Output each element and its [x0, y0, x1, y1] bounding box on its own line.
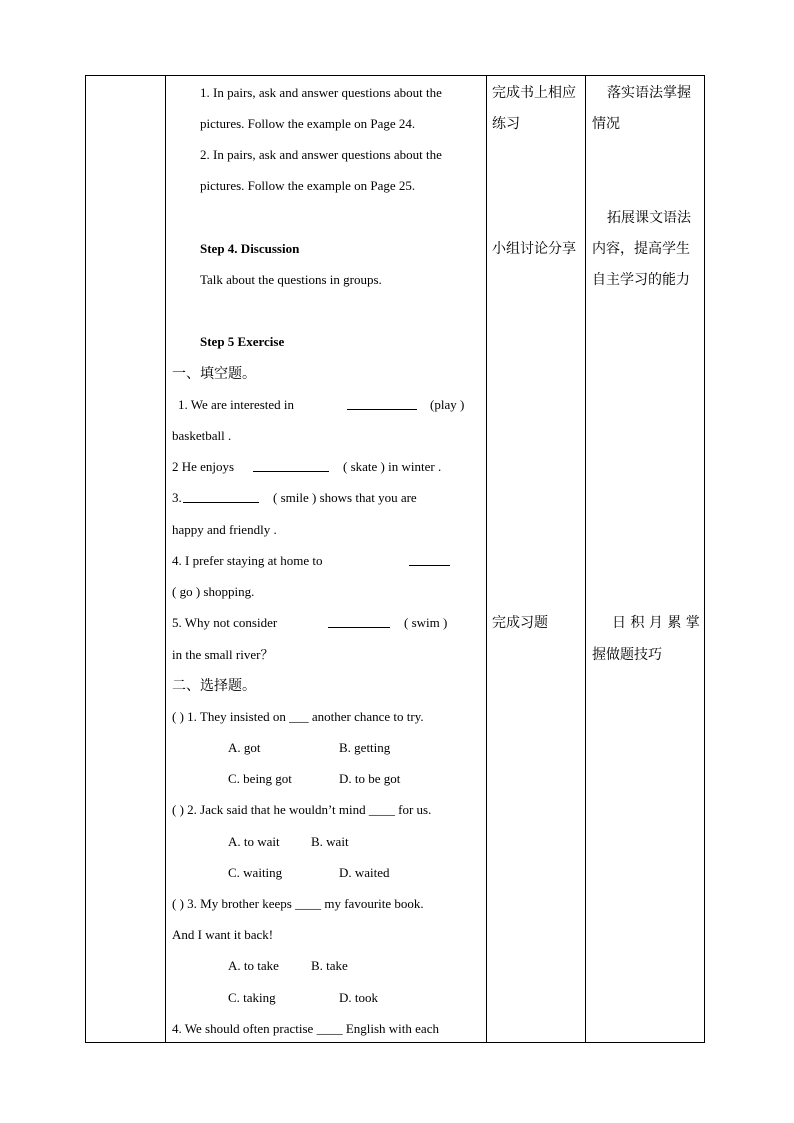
choice-q3: ( ) 3. My brother keeps ____ my favourite book. — [172, 896, 424, 911]
fill-q2-blank[interactable] — [253, 459, 329, 472]
choice-q3-cont: And I want it back! — [172, 927, 274, 942]
choice-q2-option-c[interactable]: C. waiting — [228, 865, 283, 880]
intent-2-line-1: 拓展课文语法 — [607, 210, 691, 226]
choice-q4: 4. We should often practise ____ English with each — [172, 1021, 439, 1036]
intent-1-line-2: 情况 — [592, 116, 620, 132]
fill-q4-blank[interactable] — [409, 553, 450, 566]
fill-q5-text: 5. Why not consider — [172, 615, 278, 630]
intent-2-line-3: 自主学习的能力 — [592, 272, 690, 288]
task-1-line-1: 1. In pairs, ask and answer questions about the — [200, 85, 442, 100]
choice-q1-option-b[interactable]: B. getting — [339, 740, 391, 755]
step-5-title: Step 5 Exercise — [200, 334, 285, 349]
choice-q3-option-b[interactable]: B. take — [311, 958, 348, 973]
choice-heading: 二、选择题。 — [172, 678, 256, 694]
choice-q3-option-a[interactable]: A. to take — [228, 958, 279, 973]
step-4-text: Talk about the questions in groups. — [200, 272, 382, 287]
fill-q3-blank[interactable] — [183, 490, 259, 503]
fill-q3-hint: ( smile ) shows that you are — [273, 490, 417, 505]
fill-q5-hint: ( swim ) — [404, 615, 448, 630]
step-4-title: Step 4. Discussion — [200, 241, 300, 256]
fill-q4-text: 4. I prefer staying at home to — [172, 553, 323, 568]
intent-2-line-2: 内容，提高学生 — [592, 241, 690, 257]
task-1-line-2: pictures. Follow the example on Page 24. — [200, 116, 416, 131]
intent-3-line-1: 日 积 月 累 掌 — [612, 615, 700, 631]
choice-q1-option-d[interactable]: D. to be got — [339, 771, 401, 786]
intent-3-line-2: 握做题技巧 — [592, 647, 662, 663]
fill-q2-hint: ( skate ) in winter . — [343, 459, 442, 474]
column-divider — [486, 76, 487, 1042]
fill-q1-blank[interactable] — [347, 397, 417, 410]
choice-q3-option-d[interactable]: D. took — [339, 990, 378, 1005]
column-divider — [165, 76, 166, 1042]
choice-q2-option-d[interactable]: D. waited — [339, 865, 390, 880]
activity-1-line-2: 练习 — [492, 116, 520, 132]
choice-q3-option-c[interactable]: C. taking — [228, 990, 276, 1005]
choice-q2-option-b[interactable]: B. wait — [311, 834, 349, 849]
activity-1-line-1: 完成书上相应 — [492, 85, 576, 101]
column-divider — [585, 76, 586, 1042]
choice-q1-option-a[interactable]: A. got — [228, 740, 261, 755]
fill-in-heading: 一、填空题。 — [172, 366, 256, 382]
fill-q3-number: 3. — [172, 490, 182, 505]
task-2-line-2: pictures. Follow the example on Page 25. — [200, 178, 416, 193]
choice-q2: ( ) 2. Jack said that he wouldn’t mind ____ for us. — [172, 802, 432, 817]
fill-q1-text-cont: basketball . — [172, 428, 232, 443]
choice-q2-option-a[interactable]: A. to wait — [228, 834, 280, 849]
choice-q1-option-c[interactable]: C. being got — [228, 771, 292, 786]
activity-2: 小组讨论分享 — [492, 241, 576, 257]
fill-q1-text: 1. We are interested in — [178, 397, 295, 412]
fill-q4-text-cont: ( go ) shopping. — [172, 584, 255, 599]
task-2-line-1: 2. In pairs, ask and answer questions about the — [200, 147, 442, 162]
fill-q5-text-cont: in the small river？ — [172, 647, 274, 662]
fill-q1-hint: (play ) — [430, 397, 465, 412]
fill-q2-text: 2 He enjoys — [172, 459, 235, 474]
fill-q3-text-cont: happy and friendly . — [172, 522, 277, 537]
activity-3: 完成习题 — [492, 615, 548, 631]
fill-q5-blank[interactable] — [328, 615, 390, 628]
choice-q1: ( ) 1. They insisted on ___ another chance to try. — [172, 709, 424, 724]
intent-1-line-1: 落实语法掌握 — [607, 85, 691, 101]
